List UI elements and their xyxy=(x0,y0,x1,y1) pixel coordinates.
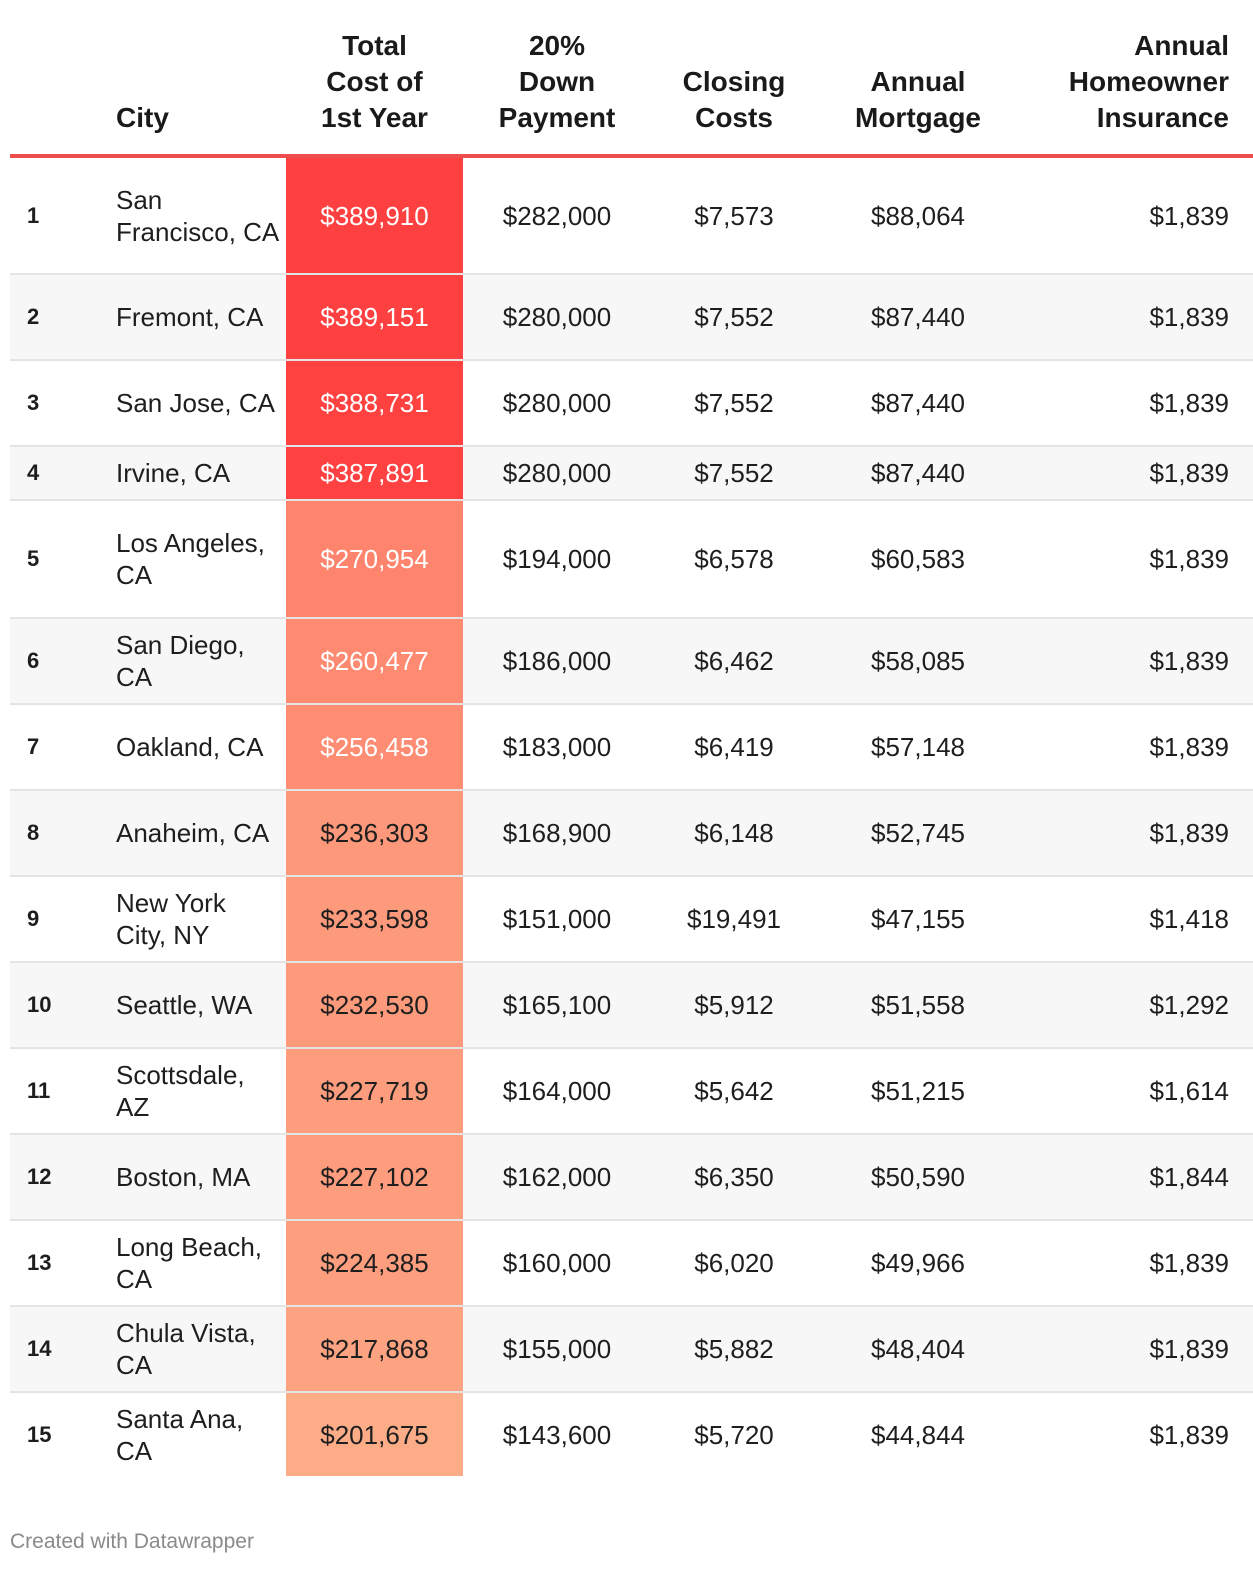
down-payment-cell: $186,000 xyxy=(463,618,651,704)
homeowner-insurance-cell: $1,839 xyxy=(1019,274,1253,360)
total-cost-cell: $236,303 xyxy=(286,790,463,876)
annual-mortgage-cell: $88,064 xyxy=(817,156,1019,274)
annual-mortgage-cell: $87,440 xyxy=(817,446,1019,500)
total-cost-cell: $387,891 xyxy=(286,446,463,500)
homeowner-insurance-cell: $1,839 xyxy=(1019,360,1253,446)
table-row xyxy=(10,790,1253,876)
table-row xyxy=(10,446,1253,500)
total-cost-cell: $227,102 xyxy=(286,1134,463,1220)
header-line: 1st Year xyxy=(321,102,428,133)
annual-mortgage-cell: $51,558 xyxy=(817,962,1019,1048)
city-cell: San Diego, CA xyxy=(106,618,286,704)
homeowner-insurance-cell: $1,839 xyxy=(1019,704,1253,790)
header-row xyxy=(10,0,1253,156)
closing-costs-cell: $7,552 xyxy=(651,446,817,500)
homeowner-insurance-cell: $1,614 xyxy=(1019,1048,1253,1134)
table-row xyxy=(10,156,1253,274)
down-payment-cell: $280,000 xyxy=(463,360,651,446)
rank-cell: 10 xyxy=(10,962,106,1048)
homeowner-insurance-cell: $1,839 xyxy=(1149,1419,1229,1450)
city-cell: Scottsdale, AZ xyxy=(106,1048,286,1134)
down-payment-cell: $280,000 xyxy=(463,274,651,360)
header-line: Insurance xyxy=(1096,102,1229,133)
header-line: Down xyxy=(518,66,596,97)
annual-mortgage-cell: $44,844 xyxy=(871,1419,965,1450)
total-cost-cell: $256,458 xyxy=(286,704,463,790)
rank-cell: 6 xyxy=(10,618,106,704)
closing-costs-cell: $7,573 xyxy=(651,156,817,274)
annual-mortgage-cell: $87,440 xyxy=(817,360,1019,446)
table-row xyxy=(10,1220,1253,1306)
city-cell: San Jose, CA xyxy=(106,360,286,446)
closing-costs-cell: $6,148 xyxy=(651,790,817,876)
homeowner-insurance-cell: $1,292 xyxy=(1019,962,1253,1048)
closing-costs-cell: $5,642 xyxy=(651,1048,817,1134)
city-cell: Santa Ana, CA xyxy=(116,1403,244,1466)
table-row xyxy=(10,1048,1253,1134)
table-row xyxy=(10,500,1253,618)
down-payment-cell: $151,000 xyxy=(463,876,651,962)
header-line: Costs xyxy=(695,102,773,133)
city-cell: Chula Vista, CA xyxy=(106,1306,286,1392)
table-row xyxy=(10,876,1253,962)
annual-mortgage-cell: $57,148 xyxy=(817,704,1019,790)
table-row xyxy=(10,618,1253,704)
footer-credit: Created with Datawrapper xyxy=(10,1530,254,1553)
annual-mortgage-cell: $58,085 xyxy=(817,618,1019,704)
table-row xyxy=(10,1134,1253,1220)
down-payment-cell: $155,000 xyxy=(463,1306,651,1392)
table-row xyxy=(10,274,1253,360)
homeowner-insurance-cell: $1,839 xyxy=(1019,446,1253,500)
annual-mortgage-cell: $51,215 xyxy=(817,1048,1019,1134)
annual-mortgage-cell: $52,745 xyxy=(817,790,1019,876)
table-body xyxy=(10,156,1253,1476)
total-cost-cell: $388,731 xyxy=(286,360,463,446)
rank-cell: 11 xyxy=(10,1048,106,1134)
header-line: Payment xyxy=(498,102,616,133)
total-cost-cell: $260,477 xyxy=(286,618,463,704)
annual-mortgage-cell: $48,404 xyxy=(817,1306,1019,1392)
homeowner-insurance-cell: $1,844 xyxy=(1019,1134,1253,1220)
rank-cell: 5 xyxy=(10,500,106,618)
homeowner-insurance-cell: $1,839 xyxy=(1019,618,1253,704)
total-cost-cell: $389,910 xyxy=(286,156,463,274)
city-cell: Oakland, CA xyxy=(106,704,286,790)
homeowner-insurance-cell: $1,839 xyxy=(1019,156,1253,274)
rank-cell: 8 xyxy=(10,790,106,876)
closing-costs-cell: $5,720 xyxy=(694,1419,774,1450)
cost-table xyxy=(10,0,1253,1476)
closing-costs-cell: $7,552 xyxy=(651,274,817,360)
table-row xyxy=(10,1392,1253,1476)
down-payment-cell: $160,000 xyxy=(463,1220,651,1306)
city-cell: Long Beach, CA xyxy=(106,1220,286,1306)
homeowner-insurance-cell: $1,839 xyxy=(1019,1220,1253,1306)
header-line: Cost of xyxy=(326,66,423,97)
down-payment-cell: $282,000 xyxy=(463,156,651,274)
total-cost-cell: $232,530 xyxy=(286,962,463,1048)
annual-mortgage-cell: $49,966 xyxy=(817,1220,1019,1306)
rank-cell: 13 xyxy=(10,1220,106,1306)
closing-costs-cell: $6,462 xyxy=(651,618,817,704)
rank-cell: 2 xyxy=(10,274,106,360)
homeowner-insurance-cell: $1,839 xyxy=(1019,1306,1253,1392)
header-down-payment[interactable] xyxy=(463,0,651,156)
annual-mortgage-cell: $50,590 xyxy=(817,1134,1019,1220)
table-row xyxy=(10,360,1253,446)
header-line: Total xyxy=(342,30,407,61)
closing-costs-cell: $7,552 xyxy=(651,360,817,446)
table-row xyxy=(10,1306,1253,1392)
city-cell: Boston, MA xyxy=(106,1134,286,1220)
header-line: 20% xyxy=(528,30,586,61)
header-homeowner-insurance[interactable] xyxy=(1019,0,1253,156)
total-cost-cell: $201,675 xyxy=(286,1392,463,1476)
closing-costs-cell: $6,419 xyxy=(651,704,817,790)
down-payment-cell: $168,900 xyxy=(463,790,651,876)
homeowner-insurance-cell: $1,418 xyxy=(1019,876,1253,962)
city-cell: Fremont, CA xyxy=(106,274,286,360)
header-line: Annual xyxy=(1134,30,1229,61)
down-payment-cell: $183,000 xyxy=(463,704,651,790)
header-annual-mortgage[interactable] xyxy=(817,0,1019,156)
down-payment-cell: $194,000 xyxy=(463,500,651,618)
rank-cell: 9 xyxy=(10,876,106,962)
city-cell: Los Angeles, CA xyxy=(106,500,286,618)
annual-mortgage-cell: $47,155 xyxy=(817,876,1019,962)
total-cost-cell: $227,719 xyxy=(286,1048,463,1134)
city-cell: Seattle, WA xyxy=(106,962,286,1048)
header-total-cost[interactable] xyxy=(286,0,463,156)
header-line: Annual xyxy=(870,66,966,97)
annual-mortgage-cell: $87,440 xyxy=(817,274,1019,360)
header-city-line: City xyxy=(116,102,169,133)
rank-cell: 15 xyxy=(27,1421,52,1447)
header-line: Closing xyxy=(682,66,786,97)
down-payment-cell: $280,000 xyxy=(463,446,651,500)
header-closing-costs[interactable] xyxy=(651,0,817,156)
total-cost-cell: $217,868 xyxy=(286,1306,463,1392)
header-rank xyxy=(10,0,106,156)
rank-cell: 4 xyxy=(10,446,106,500)
closing-costs-cell: $5,912 xyxy=(651,962,817,1048)
closing-costs-cell: $5,882 xyxy=(651,1306,817,1392)
city-cell: New York City, NY xyxy=(106,876,286,962)
homeowner-insurance-cell: $1,839 xyxy=(1019,790,1253,876)
header-line: Mortgage xyxy=(855,102,981,133)
closing-costs-cell: $6,578 xyxy=(651,500,817,618)
city-cell: San Francisco, CA xyxy=(106,156,286,274)
homeowner-insurance-cell: $1,839 xyxy=(1019,500,1253,618)
closing-costs-cell: $6,350 xyxy=(651,1134,817,1220)
rank-cell: 14 xyxy=(10,1306,106,1392)
down-payment-cell: $143,600 xyxy=(502,1419,612,1450)
down-payment-cell: $165,100 xyxy=(463,962,651,1048)
city-cell: Irvine, CA xyxy=(106,446,286,500)
header-line: Homeowner xyxy=(1068,66,1229,97)
closing-costs-cell: $6,020 xyxy=(651,1220,817,1306)
city-cell: Anaheim, CA xyxy=(106,790,286,876)
total-cost-cell: $233,598 xyxy=(286,876,463,962)
rank-cell: 12 xyxy=(10,1134,106,1220)
rank-cell: 1 xyxy=(10,156,106,274)
table-row xyxy=(10,962,1253,1048)
table-row xyxy=(10,704,1253,790)
rank-cell: 3 xyxy=(10,360,106,446)
total-cost-cell: $224,385 xyxy=(286,1220,463,1306)
total-cost-cell: $389,151 xyxy=(286,274,463,360)
total-cost-cell: $270,954 xyxy=(286,500,463,618)
annual-mortgage-cell: $60,583 xyxy=(817,500,1019,618)
table-container xyxy=(10,0,1229,1476)
down-payment-cell: $164,000 xyxy=(463,1048,651,1134)
header-city[interactable] xyxy=(106,0,286,156)
closing-costs-cell: $19,491 xyxy=(651,876,817,962)
down-payment-cell: $162,000 xyxy=(463,1134,651,1220)
rank-cell: 7 xyxy=(10,704,106,790)
